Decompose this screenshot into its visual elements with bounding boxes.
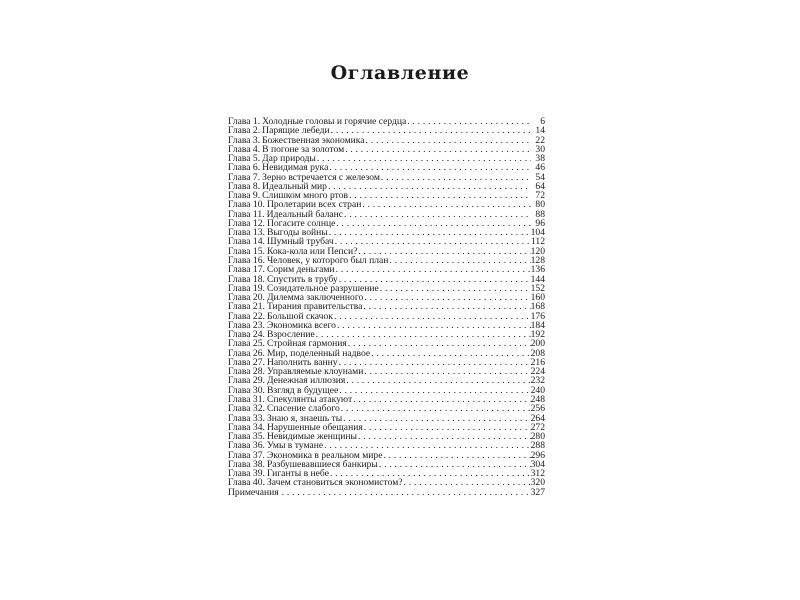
toc-entry — [228, 349, 545, 358]
toc-entry-label: Глава 19. — [228, 283, 265, 294]
toc-entry-page-number: 232 — [530, 376, 545, 386]
dot-leader — [342, 414, 530, 423]
toc-entry — [228, 117, 545, 126]
toc-entry-page-number: 280 — [530, 432, 545, 442]
toc-entry-page-number: 320 — [530, 478, 545, 488]
toc-entry — [228, 265, 545, 274]
dot-leader — [315, 330, 531, 339]
dot-leader — [327, 182, 531, 191]
toc-entry — [228, 367, 545, 376]
toc-entry-page-number: 6 — [540, 117, 545, 127]
page-title: Оглавление — [330, 62, 470, 84]
toc-entry-label: Глава 6. — [228, 163, 261, 173]
toc-entry-page-number: 304 — [530, 459, 545, 470]
toc-entry — [228, 312, 545, 321]
toc-entry — [228, 386, 545, 395]
toc-entry-title: Гиганты в небе — [266, 469, 329, 479]
table-of-contents — [228, 117, 545, 497]
toc-entry-page-number: 240 — [530, 385, 545, 395]
dot-leader — [328, 228, 531, 237]
toc-entry-page-number: 168 — [530, 302, 545, 312]
toc-entry-page-number: 288 — [530, 441, 545, 451]
toc-entry-title: Взросление — [266, 330, 315, 340]
toc-entry — [228, 284, 545, 293]
toc-entry-title: Знаю я, знаешь ты — [266, 413, 343, 423]
toc-entry — [228, 395, 545, 404]
toc-entry — [228, 460, 545, 469]
toc-entry — [228, 432, 545, 441]
toc-entry — [228, 145, 545, 154]
toc-entry-title: Человек, у которого был план — [266, 255, 389, 266]
dot-leader — [406, 117, 531, 126]
toc-entry — [228, 469, 545, 478]
toc-entry-label: Глава 20. — [228, 293, 265, 303]
toc-entry-label: Глава 23. — [228, 320, 265, 331]
dot-leader — [335, 219, 531, 228]
toc-entry-label: Глава 11. — [228, 209, 265, 219]
toc-entry — [228, 173, 545, 182]
toc-entry — [228, 237, 545, 246]
dot-leader — [370, 349, 530, 358]
toc-entry-title: Умы в тумане — [266, 441, 324, 451]
toc-entry-title: Тирания правительства — [266, 302, 363, 312]
dot-leader — [365, 136, 531, 145]
toc-entry-label: Глава 29. — [228, 376, 265, 386]
dot-leader — [334, 237, 531, 246]
toc-entry-label: Глава 25. — [228, 339, 265, 349]
toc-entry-page-number: 128 — [530, 255, 545, 266]
dot-leader — [379, 284, 531, 293]
toc-entry-label: Глава 18. — [228, 274, 265, 284]
toc-entry — [228, 219, 545, 228]
dot-leader — [340, 404, 531, 413]
dot-leader — [343, 210, 531, 219]
dot-leader — [347, 339, 531, 348]
toc-entry-title: Наполнить ванну — [266, 357, 338, 368]
toc-entry-label: Глава 14. — [228, 237, 265, 247]
toc-entry-page-number: 184 — [530, 320, 545, 331]
toc-entry-title: Парящие лебеди — [262, 126, 330, 136]
toc-entry-label: Глава 27. — [228, 357, 265, 368]
toc-entry-page-number: 224 — [530, 367, 545, 377]
toc-entry-page-number: 208 — [530, 348, 545, 358]
toc-entry — [228, 136, 545, 145]
toc-entry-title: Дар природы — [262, 154, 316, 164]
toc-entry-title: Большой скачок — [266, 311, 333, 321]
toc-entry-title: Нарушенные обещания — [266, 422, 363, 433]
dot-leader — [338, 275, 531, 284]
dot-leader — [336, 321, 531, 330]
toc-entry-label: Глава 32. — [228, 404, 265, 414]
toc-entry — [228, 478, 545, 487]
toc-entry-title: В погоне за золотом — [262, 144, 345, 155]
toc-entry-title: Зерно встречается с железом — [262, 172, 380, 182]
dot-leader — [328, 163, 531, 172]
toc-entry-title: Выгоды войны — [266, 228, 328, 238]
toc-entry — [228, 441, 545, 450]
dot-leader — [363, 423, 531, 432]
toc-entry-label: Глава 9. — [228, 191, 261, 201]
toc-entry-label: Глава 30. — [228, 385, 265, 395]
toc-entry-page-number: 216 — [530, 357, 545, 368]
dot-leader — [357, 432, 531, 441]
toc-entry-page-number: 46 — [535, 163, 545, 173]
toc-entry — [228, 302, 545, 311]
toc-entry — [228, 154, 545, 163]
toc-entry-page-number: 30 — [535, 144, 545, 155]
dot-leader — [363, 293, 530, 302]
toc-entry-page-number: 176 — [530, 311, 545, 321]
toc-entry-title: Идеальный баланс — [266, 209, 344, 219]
toc-entry-title: Кока-кола или Пепси? — [266, 246, 358, 256]
toc-entry-page-number: 256 — [530, 404, 545, 414]
dot-leader — [378, 460, 531, 469]
toc-entry-label: Глава 2. — [228, 126, 261, 136]
toc-entry-label: Глава 31. — [228, 394, 265, 405]
dot-leader — [361, 200, 531, 209]
toc-entry-label: Глава 1. — [228, 117, 261, 127]
toc-entry-page-number: 96 — [535, 218, 545, 229]
toc-entry-page-number: 80 — [535, 200, 545, 210]
toc-entry-title: Стройная гармония — [266, 339, 347, 349]
toc-entry — [228, 414, 545, 423]
toc-entry-title: Невидимая рука — [262, 163, 329, 173]
dot-leader — [348, 191, 531, 200]
toc-entry-page-number: 64 — [535, 181, 545, 192]
toc-entry-title: Управляемые клоунами — [266, 367, 364, 377]
toc-entry-label: Глава 5. — [228, 154, 261, 164]
toc-entry — [228, 275, 545, 284]
toc-entry — [228, 191, 545, 200]
toc-entry-page-number: 14 — [535, 126, 545, 136]
toc-entry — [228, 358, 545, 367]
dot-leader — [338, 386, 530, 395]
toc-entry-title: Мир, поделенный надвое — [266, 348, 371, 358]
toc-entry-label: Примечания — [228, 487, 279, 497]
toc-entry — [228, 247, 545, 256]
toc-entry — [228, 126, 545, 135]
toc-entry-title: Разбушевавшиеся банкиры — [266, 459, 378, 470]
toc-entry-label: Глава 15. — [228, 246, 265, 256]
toc-entry-title: Экономика всего — [266, 320, 336, 331]
toc-entry-label: Глава 7. — [228, 172, 261, 182]
dot-leader — [335, 265, 531, 274]
toc-entry-label: Глава 22. — [228, 311, 265, 321]
toc-entry-title: Экономика в реальном мире — [266, 450, 383, 460]
toc-entry — [228, 451, 545, 460]
toc-entry-label: Глава 4. — [228, 144, 261, 155]
toc-entry-title: Шумный трубач — [266, 237, 334, 247]
toc-entry-label: Глава 26. — [228, 348, 265, 358]
toc-entry-page-number: 248 — [530, 394, 545, 405]
toc-entry-page-number: 22 — [535, 135, 545, 145]
dot-leader — [316, 154, 531, 163]
toc-entry-page-number: 144 — [530, 274, 545, 284]
toc-entry-label: Глава 35. — [228, 432, 265, 442]
dot-leader — [333, 312, 531, 321]
toc-entry-title: Пролетарии всех стран — [266, 200, 362, 210]
toc-entry-page-number: 136 — [530, 265, 545, 275]
toc-entry-label: Глава 21. — [228, 302, 265, 312]
toc-entry-label: Глава 28. — [228, 367, 265, 377]
toc-entry-page-number: 200 — [530, 339, 545, 349]
toc-entry-page-number: 120 — [530, 246, 545, 256]
toc-entry-label: Глава 39. — [228, 469, 265, 479]
dot-leader — [338, 358, 531, 367]
dot-leader — [330, 126, 531, 135]
toc-entry-page-number: 104 — [530, 228, 545, 238]
toc-entry-label: Глава 24. — [228, 330, 265, 340]
toc-entry-label: Глава 10. — [228, 200, 265, 210]
toc-entry-page-number: 312 — [530, 469, 545, 479]
toc-entry-label: Глава 33. — [228, 413, 265, 423]
toc-entry-label: Глава 17. — [228, 265, 265, 275]
toc-entry — [228, 293, 545, 302]
toc-entry-page-number: 72 — [535, 191, 545, 201]
toc-entry-title: Спустить в трубу — [266, 274, 338, 284]
toc-entry-title: Зачем становиться экономистом? — [266, 478, 403, 488]
toc-entry-page-number: 272 — [530, 422, 545, 433]
dot-leader — [281, 488, 531, 497]
toc-entry-label: Глава 34. — [228, 422, 265, 433]
toc-entry-title: Невидимые женщины — [266, 432, 357, 442]
toc-entry — [228, 210, 545, 219]
toc-entry-label: Глава 12. — [228, 218, 265, 229]
toc-entry-label: Глава 38. — [228, 459, 265, 470]
toc-entry-title: Божественная экономика — [262, 135, 365, 145]
toc-entry — [228, 321, 545, 330]
dot-leader — [323, 441, 530, 450]
toc-entry — [228, 404, 545, 413]
toc-entry-title: Дилемма заключенного — [266, 293, 364, 303]
toc-entry-label: Глава 37. — [228, 450, 265, 460]
toc-entry — [228, 339, 545, 348]
toc-entry-page-number: 38 — [535, 154, 545, 164]
toc-entry-label: Глава 13. — [228, 228, 265, 238]
toc-entry-label: Глава 3. — [228, 135, 261, 145]
dot-leader — [363, 367, 530, 376]
toc-entry-label: Глава 36. — [228, 441, 265, 451]
toc-entry-page-number: 152 — [530, 283, 545, 294]
toc-entry-label: Глава 40. — [228, 478, 265, 488]
toc-entry-label: Глава 8. — [228, 181, 261, 192]
toc-entry — [228, 200, 545, 209]
dot-leader — [352, 395, 530, 404]
dot-leader — [362, 302, 530, 311]
dot-leader — [388, 256, 530, 265]
toc-entry — [228, 228, 545, 237]
toc-entry-page-number: 264 — [530, 413, 545, 423]
toc-entry-page-number: 160 — [530, 293, 545, 303]
toc-entry-title: Созидательное разрушение — [266, 283, 379, 294]
toc-entry-title: Спекулянты атакуют — [266, 394, 353, 405]
toc-entry — [228, 182, 545, 191]
dot-leader — [380, 173, 531, 182]
toc-entry-title: Слишком много ртов — [262, 191, 349, 201]
dot-leader — [344, 145, 531, 154]
toc-entry — [228, 330, 545, 339]
dot-leader — [382, 451, 530, 460]
toc-entry-title: Идеальный мир — [262, 181, 327, 192]
toc-entry-page-number: 192 — [530, 330, 545, 340]
toc-entry-page-number: 112 — [530, 237, 545, 247]
dot-leader — [403, 478, 531, 487]
toc-entry — [228, 163, 545, 172]
toc-entry-page-number: 88 — [535, 209, 545, 219]
toc-entry-title: Денежная иллюзия — [266, 376, 346, 386]
toc-entry-title: Холодные головы и горячие сердца — [262, 117, 407, 127]
dot-leader — [345, 376, 530, 385]
toc-entry-title: Сорим деньгами — [266, 265, 335, 275]
toc-entry — [228, 488, 545, 497]
dot-leader — [357, 247, 530, 256]
toc-entry-title: Погасите солнце — [266, 218, 336, 229]
toc-entry — [228, 376, 545, 385]
toc-entry-page-number: 54 — [535, 172, 545, 182]
toc-entry-page-number: 327 — [530, 487, 545, 497]
toc-entry-title: Спасение слабого — [266, 404, 340, 414]
dot-leader — [329, 469, 531, 478]
toc-entry-page-number: 296 — [530, 450, 545, 460]
toc-entry — [228, 256, 545, 265]
toc-entry-title: Взгляд в будущее — [266, 385, 339, 395]
toc-entry — [228, 423, 545, 432]
toc-entry-label: Глава 16. — [228, 255, 265, 266]
